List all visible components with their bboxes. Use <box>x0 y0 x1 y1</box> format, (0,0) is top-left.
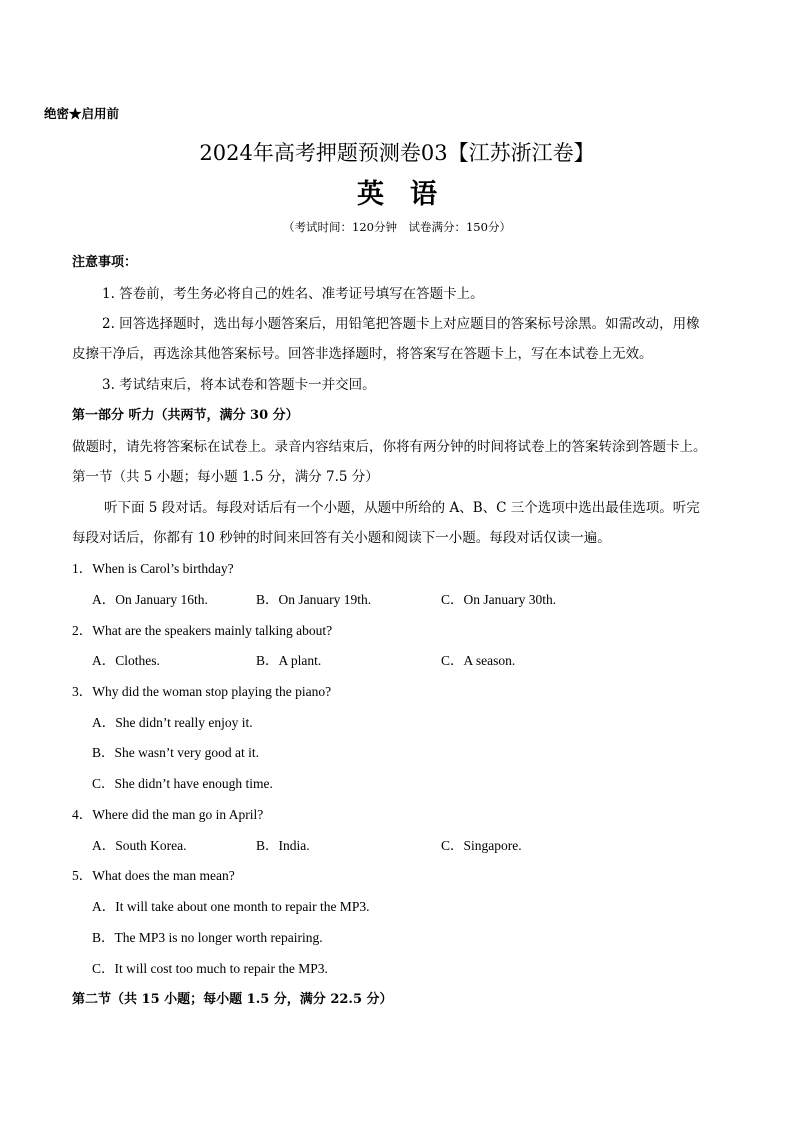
question-5-option-c: C．It will cost too much to repair the MP3. <box>92 961 328 976</box>
section1-instruction-line-2: 每段对话后，你都有 10 秒钟的时间来回答有关小题和阅读下一小题。每段对话仅读一遍。 <box>72 530 611 546</box>
notice-heading: 注意事项： <box>72 255 138 270</box>
part1-instruction: 做题时，请先将答案标在试卷上。录音内容结束后，你将有两分钟的时间将试卷上的答案转涂到答题卡上。 <box>72 439 707 455</box>
question-5-stem: 5．What does the man mean? <box>72 868 235 883</box>
question-5-option-a: A．It will take about one month to repair the MP3. <box>92 899 370 914</box>
exam-info: （考试时间：120分钟 试卷满分：150分） <box>283 220 511 234</box>
question-4-option-a: A．South Korea. <box>92 838 187 853</box>
question-1-stem: 1．When is Carol’s birthday? <box>72 561 234 576</box>
question-5-option-b: B．The MP3 is no longer worth repairing. <box>92 930 323 945</box>
question-4-option-c: C．Singapore. <box>441 838 522 853</box>
part1-heading: 第一部分 听力（共两节，满分 30 分） <box>72 408 299 423</box>
confidential-label: 绝密★启用前 <box>44 106 120 121</box>
exam-title: 2024年高考押题预测卷03【江苏浙江卷】 <box>199 141 595 165</box>
section1-heading: 第一节（共 5 小题；每小题 1.5 分，满分 7.5 分） <box>72 469 379 485</box>
notice-item-2-line-2: 皮擦干净后，再选涂其他答案标号。回答非选择题时，将答案写在答题卡上，写在本试卷上无效。 <box>72 346 653 362</box>
notice-item-1: 1. 答卷前，考生务必将自己的姓名、准考证号填写在答题卡上。 <box>102 286 484 302</box>
question-2-option-a: A．Clothes. <box>92 653 160 668</box>
question-2-stem: 2．What are the speakers mainly talking about? <box>72 623 333 638</box>
question-1-option-b: B．On January 19th. <box>256 592 372 607</box>
question-3-option-a: A．She didn’t really enjoy it. <box>92 715 253 730</box>
section1-instruction-line-1: 听下面 5 段对话。每段对话后有一个小题，从题中所给的 A、B、C 三个选项中选出最佳选项。听完 <box>104 500 700 516</box>
subject-title: 英语 <box>357 179 463 210</box>
question-1-option-c: C．On January 30th. <box>441 592 557 607</box>
question-4-option-b: B．India. <box>256 838 310 853</box>
question-2-option-c: C．A season. <box>441 653 516 668</box>
notice-item-2-line-1: 2. 回答选择题时，选出每小题答案后，用铅笔把答题卡上对应题目的答案标号涂黑。如需改动，用橡 <box>102 316 700 332</box>
question-2-option-b: B．A plant. <box>256 653 322 668</box>
notice-item-3: 3. 考试结束后，将本试卷和答题卡一并交回。 <box>102 377 376 393</box>
question-1-option-a: A．On January 16th. <box>92 592 208 607</box>
question-3-stem: 3．Why did the woman stop playing the piano? <box>72 684 332 699</box>
question-4-stem: 4．Where did the man go in April? <box>72 807 264 822</box>
question-3-option-b: B．She wasn’t very good at it. <box>92 745 259 760</box>
question-3-option-c: C．She didn’t have enough time. <box>92 776 273 791</box>
section2-heading: 第二节（共 15 小题；每小题 1.5 分，满分 22.5 分） <box>72 992 393 1007</box>
